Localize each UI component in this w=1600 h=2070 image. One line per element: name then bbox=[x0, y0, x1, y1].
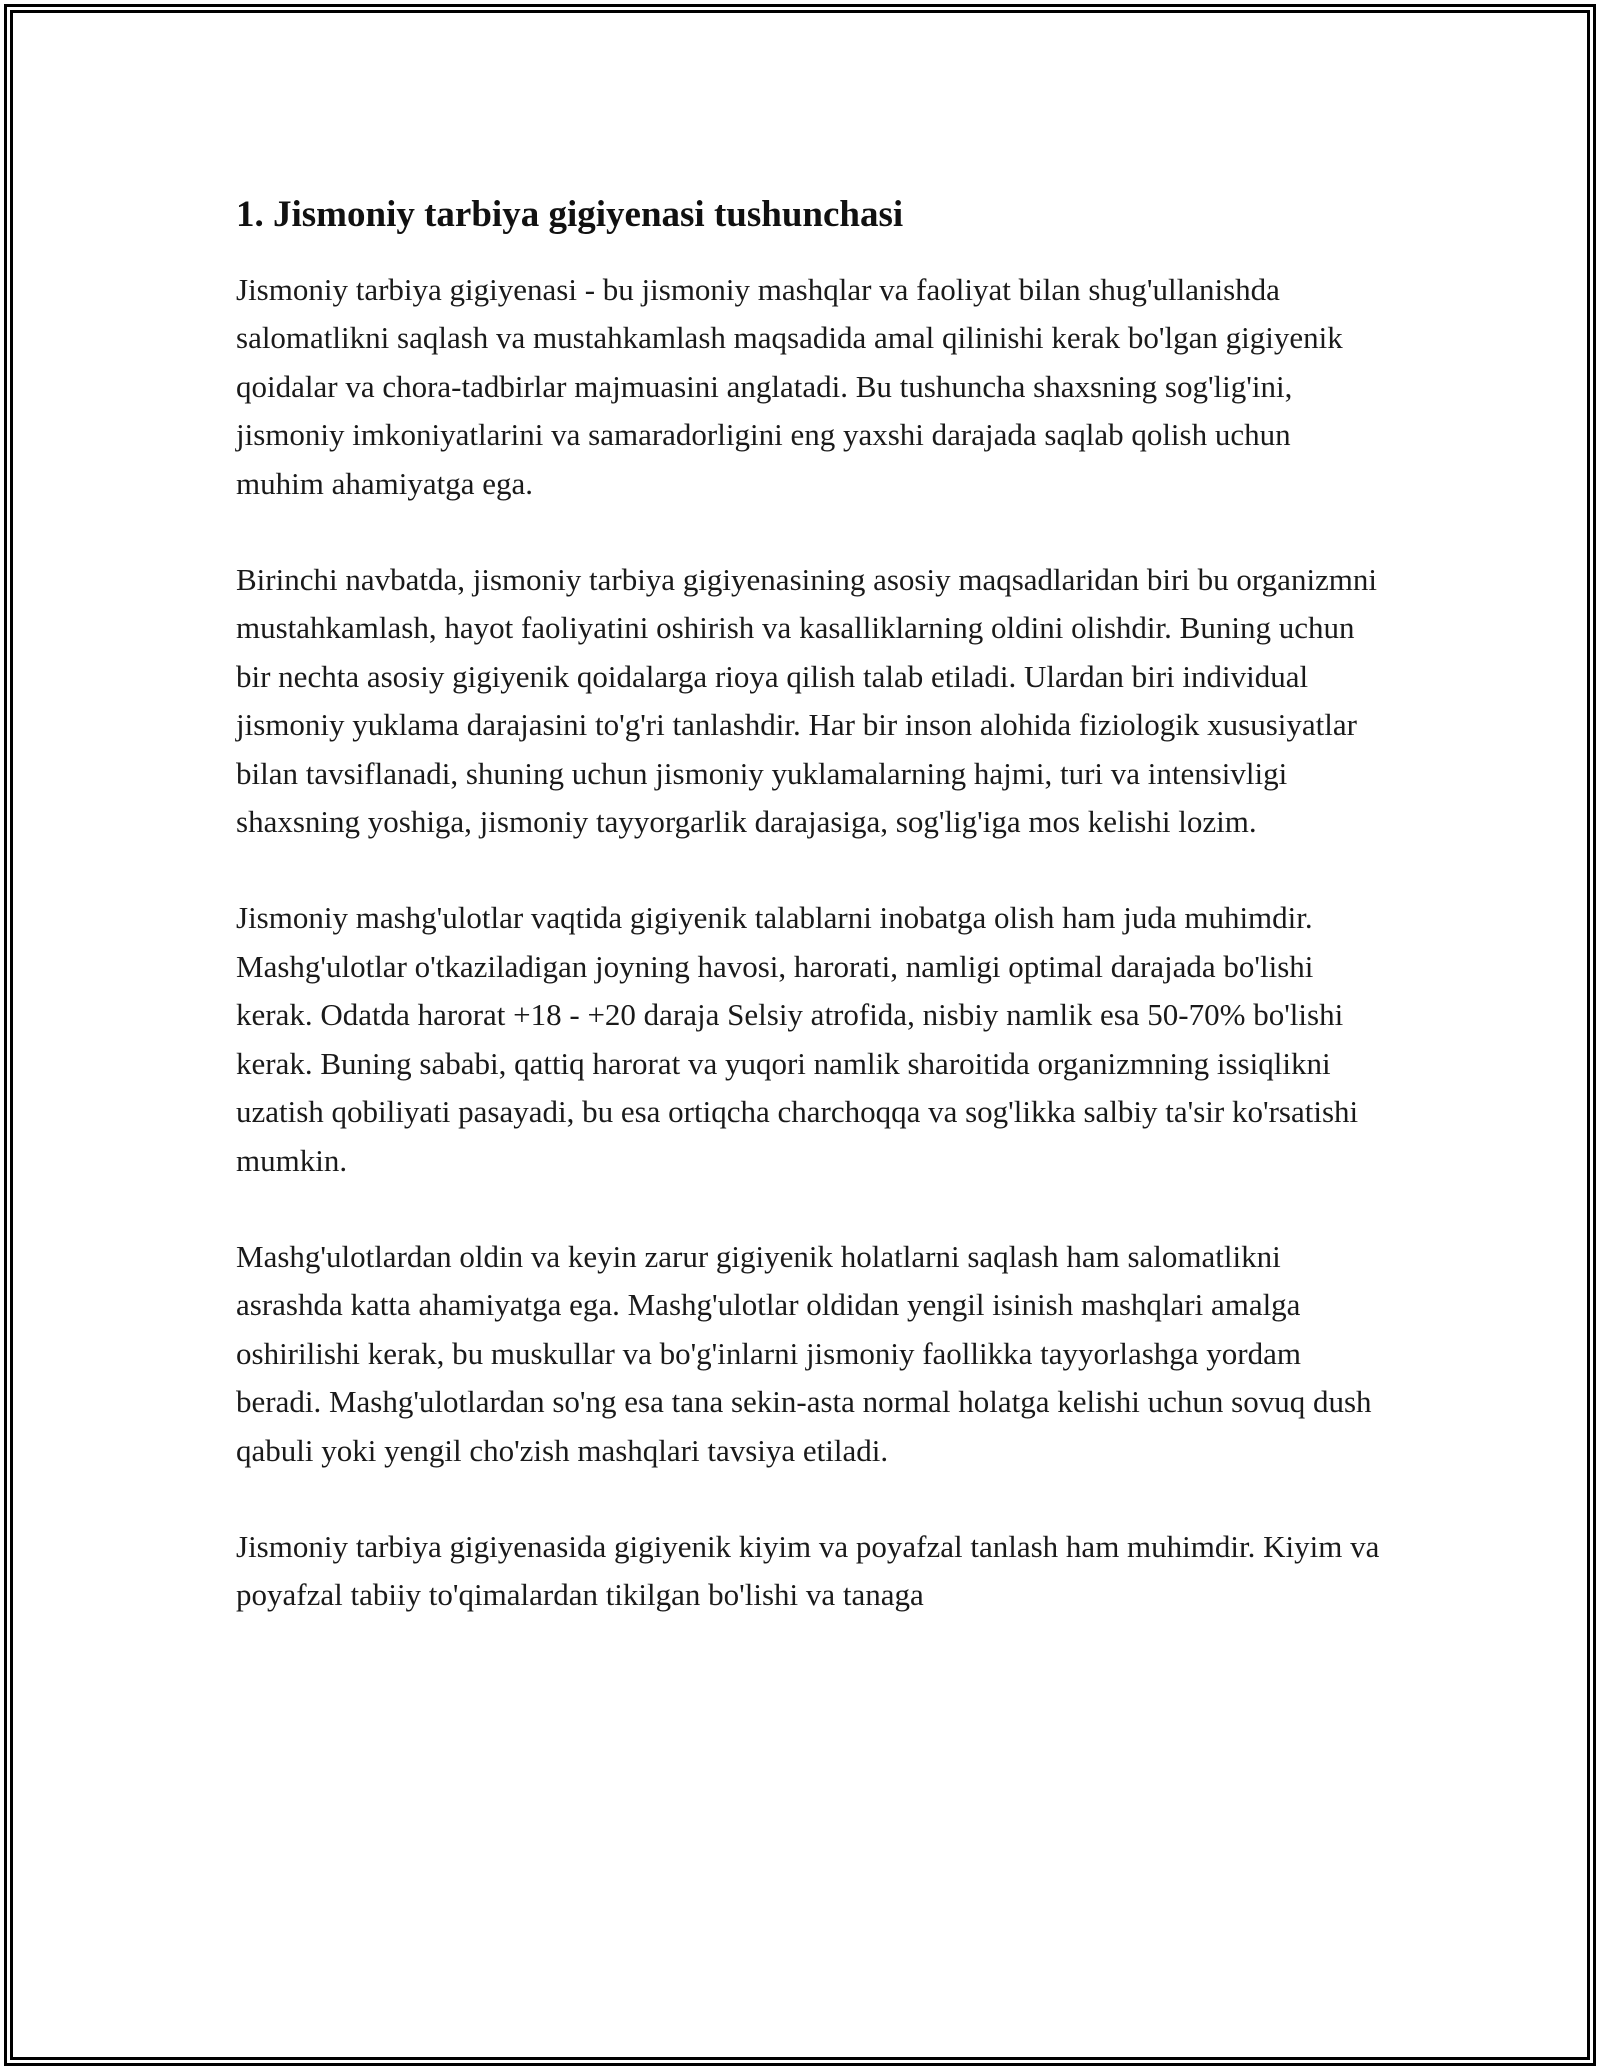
paragraph-training-conditions: Jismoniy mashg'ulotlar vaqtida gigiyenik talablarni inobatga olish ham juda muhimdir. Mashg'ulotlar o'tkaziladigan joyning havosi, harorati, namligi optimal darajada bo'lishi kerak. Odatda harorat +18 - +20 daraja Selsiy atrofida, nisbiy namlik esa 50-70% bo'lishi kerak. Buning sababi, qattiq harorat va yuqori namlik sharoitida organizmning issiqlikni uzatish qobiliyati pasayadi, bu esa ortiqcha charchoqqa va sog'likka salbiy ta'sir ko'rsatishi mumkin. bbox=[236, 900, 1359, 1178]
paragraph-definition: Jismoniy tarbiya gigiyenasi - bu jismoniy mashqlar va faoliyat bilan shug'ullanishda salomatlikni saqlash va mustahkamlash maqsadida amal qilinishi kerak bo'lgan gigiyenik qoidalar va chora-tadbirlar majmuasini anglatadi. Bu tushuncha shaxsning sog'lig'ini, jismoniy imkoniyatlarini va samaradorligini eng yaxshi darajada saqlab qolish uchun muhim ahamiyatga ega. bbox=[236, 272, 1343, 501]
document-body bbox=[236, 186, 1386, 1668]
section-heading: 1. Jismoniy tarbiya gigiyenasi tushunchasi bbox=[236, 194, 904, 235]
paragraph-clothing-footwear: Jismoniy tarbiya gigiyenasida gigiyenik kiyim va poyafzal tanlash ham muhimdir. Kiyim va poyafzal tabiiy to'qimalardan tikilgan bo'lishi va tanaga bbox=[236, 1528, 1380, 1613]
paragraph-before-after-training: Mashg'ulotlardan oldin va keyin zarur gigiyenik holatlarni saqlash ham salomatlikni asrashda katta ahamiyatga ega. Mashg'ulotlar oldidan yengil isinish mashqlari amalga oshirilishi kerak, bu muskullar va bo'g'inlarni jismoniy faollikka tayyorlashga yordam beradi. Mashg'ulotlardan so'ng esa tana sekin-asta normal holatga kelishi uchun sovuq dush qabuli yoki yengil cho'zish mashqlari tavsiya etiladi. bbox=[236, 1238, 1372, 1468]
paragraph-main-goals: Birinchi navbatda, jismoniy tarbiya gigiyenasining asosiy maqsadlaridan biri bu organizmni mustahkamlash, hayot faoliyatini oshirish va kasalliklarning oldini olishdir. Buning uchun bir nechta asosiy gigiyenik qoidalarga rioya qilish talab etiladi. Ulardan biri individual jismoniy yuklama darajasini to'g'ri tanlashdir. Har bir inson alohida fiziologik xususiyatlar bilan tavsiflanadi, shuning uchun jismoniy yuklamalarning hajmi, turi va intensivligi shaxsning yoshiga, jismoniy tayyorgarlik darajasiga, sog'lig'iga mos kelishi lozim. bbox=[236, 562, 1378, 840]
